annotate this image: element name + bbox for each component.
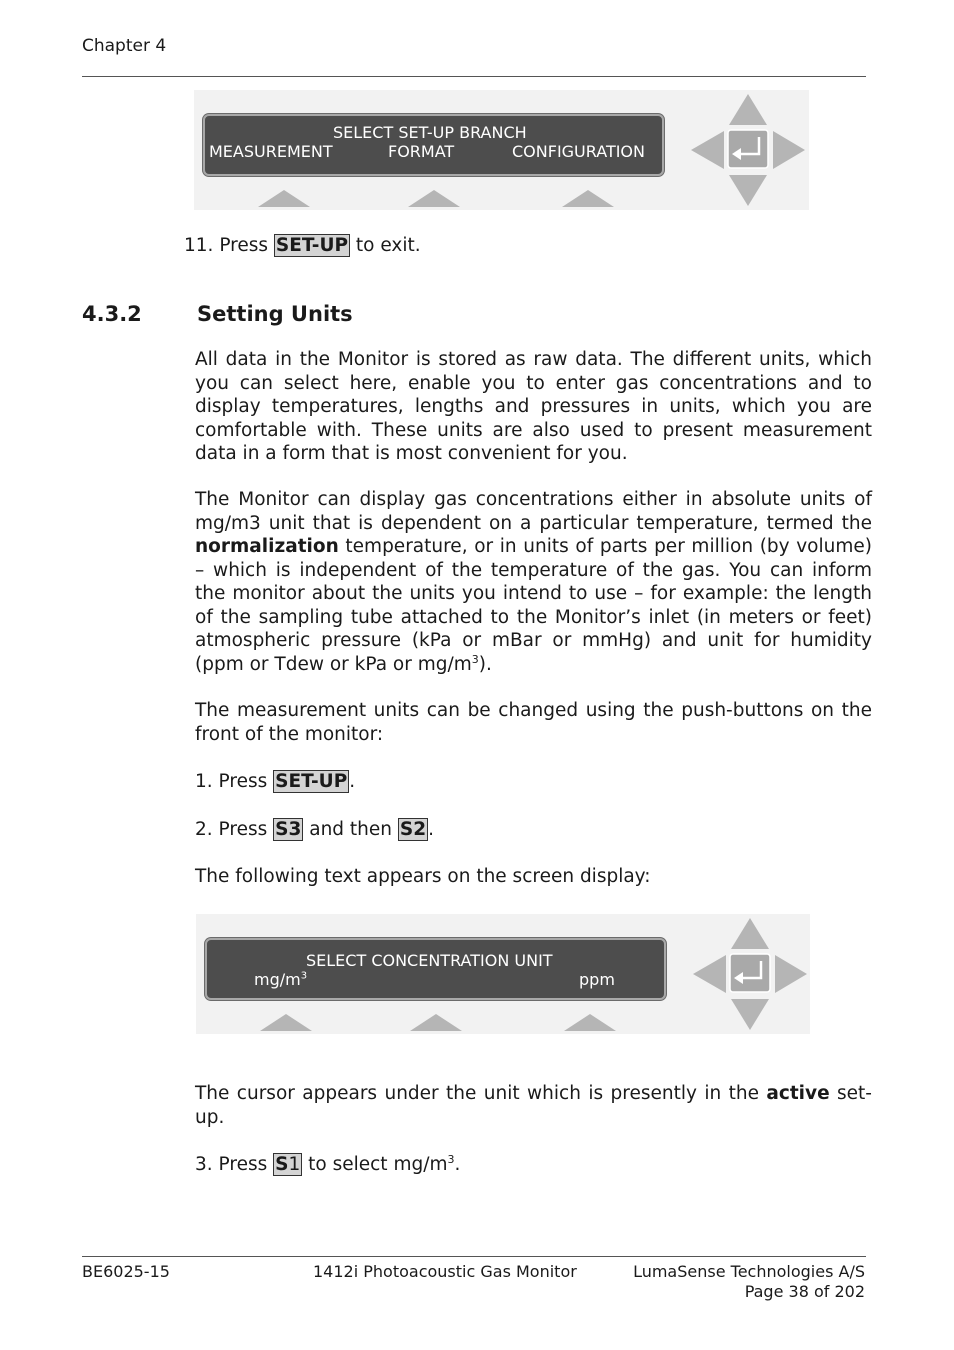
p2-text-end: ). (478, 653, 492, 675)
lcd-option-configuration: CONFIGURATION (512, 142, 645, 161)
step-prefix: Press (218, 771, 268, 792)
paragraph-concentration-units (195, 488, 872, 676)
footer-company: LumaSense Technologies A/S (633, 1262, 865, 1281)
step-2 (195, 818, 434, 841)
step-end: . (454, 1154, 461, 1175)
chapter-header: Chapter 4 (82, 36, 167, 56)
step-1 (195, 770, 355, 793)
footer-page-number: Page 38 of 202 (744, 1282, 865, 1301)
enter-icon[interactable] (730, 954, 770, 992)
step-number: 1. (195, 771, 213, 792)
header-rule (82, 76, 866, 77)
arrow-up-icon[interactable] (729, 94, 767, 125)
soft-key-1-icon[interactable] (260, 1014, 312, 1031)
key-s3: S3 (275, 819, 302, 840)
step-superscript: 3 (447, 1152, 455, 1166)
lcd-unit-superscript: 3 (300, 970, 308, 982)
soft-key-3-icon[interactable] (564, 1014, 616, 1031)
display-panel-setup-branch (194, 90, 809, 210)
p2-text-b: temperature, or in units of parts per million (by volume) – which is independent of the temperature of the gas. You can inform the monitor about the units you intend to use – for example: the length of the sampling tube attached to the Monitor’s inlet (in meters or feet) atmospheric pressure (kPa or mBar or mmHg) and unit for humidity (ppm or Tdew or kPa or mg/m (195, 536, 872, 675)
arrow-down-icon[interactable] (731, 999, 769, 1030)
p2-superscript: 3 (471, 652, 479, 666)
arrow-down-icon[interactable] (729, 175, 767, 206)
arrow-left-icon[interactable] (693, 955, 726, 993)
soft-key-1-icon[interactable] (258, 190, 310, 207)
p2-bold-normalization: normalization (195, 536, 339, 557)
section-title: Setting Units (197, 302, 353, 326)
paragraph-push-buttons: The measurement units can be changed using the push-buttons on the front of the monitor: (195, 700, 872, 745)
step-prefix: Press (218, 819, 268, 840)
step-number: 2. (195, 819, 213, 840)
step-11 (184, 234, 421, 257)
footer-rule (82, 1256, 866, 1257)
paragraph-cursor-active (195, 1082, 872, 1129)
p2-text-a: The Monitor can display gas concentrations either in absolute units of mg/m3 unit that is dependent on a particular temperature, termed the (195, 489, 872, 534)
step-prefix: Press (218, 1154, 268, 1175)
arrow-up-icon[interactable] (731, 918, 769, 949)
key-set-up: SET-UP (275, 771, 348, 792)
lcd-option-ppm: ppm (579, 970, 615, 989)
footer-doc-id: BE6025-15 (82, 1262, 170, 1281)
enter-icon[interactable] (728, 130, 768, 168)
arrow-right-icon[interactable] (775, 955, 807, 993)
display-panel-concentration-unit (196, 914, 810, 1034)
p5-text-b: set-up. (195, 1083, 872, 1128)
step-suffix: to select mg/m (308, 1154, 448, 1175)
key-digit: 1 (288, 1154, 301, 1175)
footer-product: 1412i Photoacoustic Gas Monitor (313, 1262, 577, 1281)
section-heading (82, 302, 353, 326)
lcd-title: SELECT CONCENTRATION UNIT (306, 951, 553, 970)
key-set-up: SET-UP (275, 235, 349, 256)
soft-key-3-icon[interactable] (562, 190, 614, 207)
key-s1 (273, 1153, 302, 1176)
arrow-left-icon[interactable] (691, 131, 724, 169)
step-suffix: . (428, 819, 434, 840)
p5-bold-active: active (766, 1083, 830, 1104)
step-suffix: . (349, 771, 356, 792)
step-number: 3. (195, 1154, 213, 1175)
key-letter: S (275, 1154, 289, 1175)
arrow-right-icon[interactable] (773, 131, 805, 169)
section-number: 4.3.2 (82, 302, 142, 326)
soft-key-2-icon[interactable] (410, 1014, 462, 1031)
lcd-option-format: FORMAT (388, 142, 455, 161)
paragraph-following-text: The following text appears on the screen display: (195, 866, 651, 887)
lcd-option-measurement: MEASUREMENT (209, 142, 333, 161)
step-middle: and then (309, 819, 393, 840)
button-shapes (196, 914, 810, 1034)
step-number: 11. (184, 235, 214, 256)
soft-key-2-icon[interactable] (408, 190, 460, 207)
lcd-title: SELECT SET-UP BRANCH (333, 123, 527, 142)
key-s2: S2 (399, 819, 427, 840)
button-shapes (194, 90, 809, 210)
step-3 (195, 1153, 460, 1176)
step-suffix: to exit. (355, 235, 421, 256)
paragraph-raw-data: All data in the Monitor is stored as raw data. The different units, which you can select here, enable you to enter gas concentrations and to display temperatures, lengths and pressures in units, which you are comfortable with. These units are also used to present measurement data in a form that is most convenient for you. (195, 349, 872, 464)
p5-text-a: The cursor appears under the unit which is presently in the (195, 1083, 759, 1104)
lcd-unit-text: mg/m (254, 970, 301, 989)
step-prefix: Press (219, 235, 269, 256)
